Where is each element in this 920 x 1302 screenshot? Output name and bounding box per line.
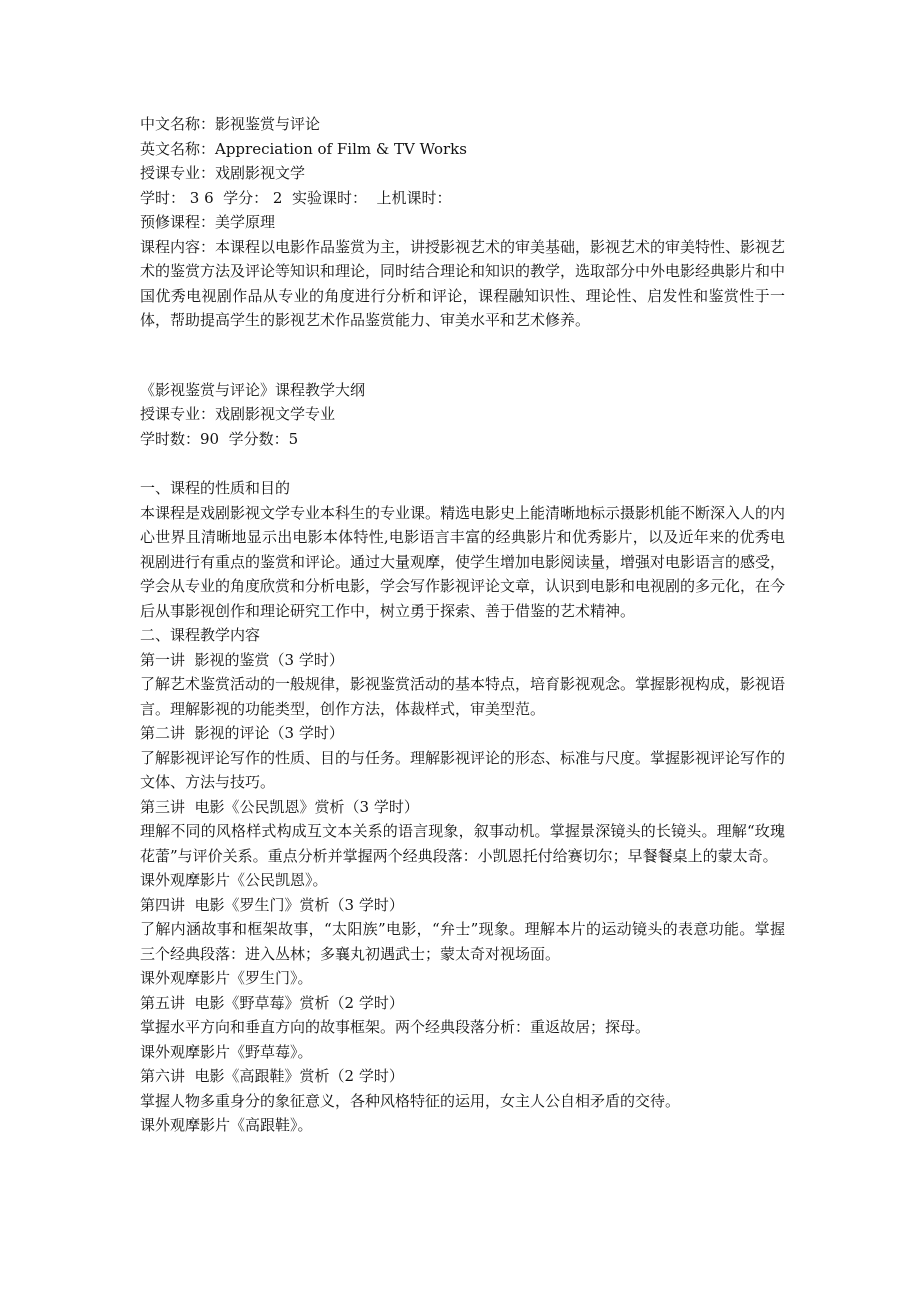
course-english-name: 英文名称：Appreciation of Film & TV Works <box>140 139 467 158</box>
course-chinese-name: 中文名称：影视鉴赏与评论 <box>140 115 321 133</box>
lecture-title: 第一讲 影视的鉴赏（3 学时） <box>140 650 344 669</box>
lecture-body: 掌握人物多重身分的象征意义，各种风格特征的运用，女主人公自相矛盾的交待。 <box>140 1091 681 1110</box>
lecture-title: 第五讲 电影《野草莓》赏析（2 学时） <box>140 993 404 1012</box>
lecture-viewing: 课外观摩影片《野草莓》。 <box>140 1042 313 1061</box>
lecture-body: 了解艺术鉴赏活动的一般规律，影视鉴赏活动的基本特点，培育影视观念。掌握影视构成，影视语言。理解影视的功能类型，创作方法，体裁样式，审美型范。 <box>140 675 786 718</box>
lecture-body: 理解不同的风格样式构成互文本关系的语言现象，叙事动机。掌握景深镜头的长镜头。理解“玫瑰花蕾”与评价关系。重点分析并掌握两个经典段落：小凯恩托付给赛切尔；早餐餐桌上的蒙太奇。 <box>140 822 785 865</box>
syllabus-hours-credits: 学时数：90 学分数：5 <box>140 429 299 448</box>
lecture-title: 第四讲 电影《罗生门》赏析（3 学时） <box>140 895 404 914</box>
course-content: 课程内容：本课程以电影作品鉴赏为主，讲授影视艺术的审美基础，影视艺术的审美特性、影视艺术的鉴赏方法及评论等知识和理论，同时结合理论和知识的教学，选取部分中外电影经典影片和中国优秀电视剧作品从专业的角度进行分析和评论，课程融知识性、理论性、启发性和鉴赏性于一体，帮助提高学生的影视艺术作品鉴赏能力、审美水平和艺术修养。 <box>140 237 786 329</box>
lecture-body: 了解影视评论写作的性质、目的与任务。理解影视评论的形态、标准与尺度。掌握影视评论写作的文体、方法与技巧。 <box>140 748 786 791</box>
lecture-body: 了解内涵故事和框架故事，“太阳族”电影，“弁士”现象。理解本片的运动镜头的表意功能。掌握三个经典段落：进入丛林；多襄丸初遇武士；蒙太奇对视场面。 <box>140 920 785 963</box>
lecture-viewing: 课外观摩影片《公民凯恩》。 <box>140 871 328 889</box>
spacer <box>140 333 785 378</box>
lecture-viewing: 课外观摩影片《罗生门》。 <box>140 969 313 987</box>
course-prerequisite: 预修课程：美学原理 <box>140 213 276 231</box>
syllabus-title: 《影视鉴赏与评论》课程教学大纲 <box>140 380 366 399</box>
section-heading: 二、课程教学内容 <box>140 626 261 644</box>
document-page <box>140 112 785 1138</box>
lecture-title: 第二讲 影视的评论（3 学时） <box>140 724 344 742</box>
lecture-body: 掌握水平方向和垂直方向的故事框架。两个经典段落分析：重返故居；探母。 <box>140 1018 651 1036</box>
section-body: 本课程是戏剧影视文学专业本科生的专业课。精选电影史上能清晰地标示摄影机能不断深入人的内心世界且清晰地显示出电影本体特性,电影语言丰富的经典影片和优秀影片，以及近年来的优秀电视剧进行有重点的鉴赏和评论。通过大量观摩，使学生增加电影阅读量，增强对电影语言的感受，学会从专业的角度欣赏和分析电影，学会写作影视评论文章，认识到电影和电视剧的多元化，在今后从事影视创作和理论研究工作中，树立勇于探索、善于借鉴的艺术精神。 <box>140 503 786 620</box>
syllabus-major: 授课专业：戏剧影视文学专业 <box>140 405 336 423</box>
section-heading: 一、课程的性质和目的 <box>140 479 291 497</box>
lecture-viewing: 课外观摩影片《高跟鞋》。 <box>140 1116 313 1134</box>
lecture-title: 第六讲 电影《高跟鞋》赏析（2 学时） <box>140 1067 404 1085</box>
course-major: 授课专业：戏剧影视文学 <box>140 164 306 182</box>
spacer <box>140 451 785 476</box>
lecture-title: 第三讲 电影《公民凯恩》赏析（3 学时） <box>140 797 419 816</box>
course-hours-credits: 学时： 3 6 学分： 2 实验课时： 上机课时： <box>140 188 452 207</box>
